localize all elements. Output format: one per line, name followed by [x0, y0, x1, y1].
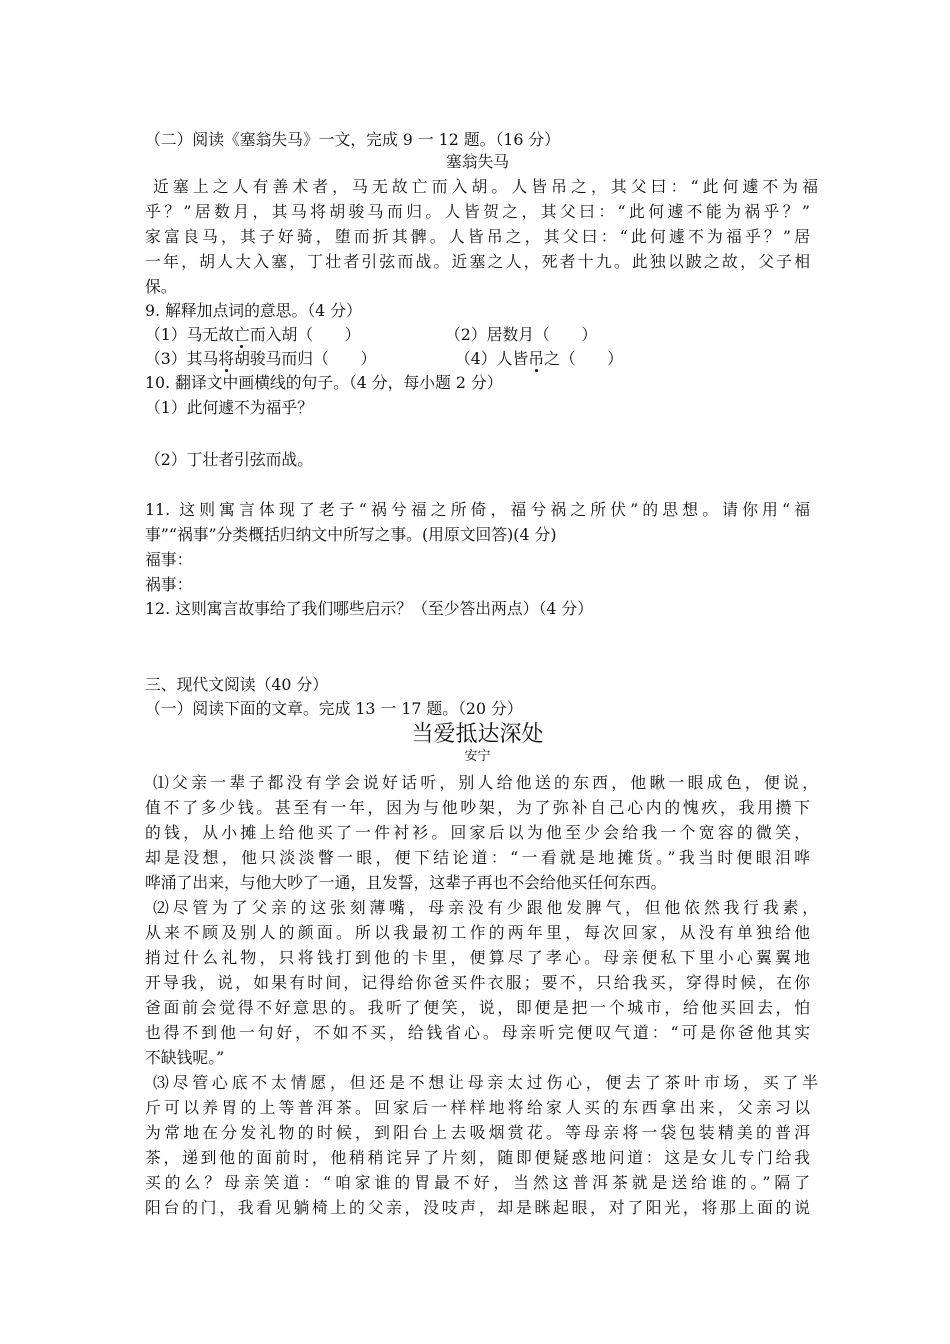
- q9-item-2: （2）居数月（ ）: [445, 325, 598, 344]
- q12: 12. 这则寓言故事给了我们哪些启示？（至少答出两点）（4 分）: [145, 599, 594, 618]
- q10-item-2: （2）丁壮者引弦而战。: [145, 450, 314, 469]
- passage1-line: 保。: [145, 277, 177, 296]
- q9-row-2: [145, 347, 810, 371]
- article-line: 的钱，从小摊上给他买了一件衬衫。回家后以为他至少会给我一个宽容的微笑，: [145, 823, 810, 842]
- article-line: 从来不顾及别人的颜面。所以我最初工作的两年里，每次回家，从没有单独给他: [145, 923, 810, 942]
- article-line: ⑵尽管为了父亲的这张刻薄嘴，母亲没有少跟他发脾气，但他依然我行我素，: [153, 898, 818, 917]
- q9-row-1: [145, 323, 810, 347]
- q11-huo: 祸事：: [145, 575, 193, 594]
- passage1-title: 塞翁失马: [445, 152, 510, 171]
- dotted-word: 将: [218, 349, 235, 368]
- q9-title: 9. 解释加点词的意思。（4 分）: [145, 301, 362, 320]
- article-line: 却是没想，他只淡淡瞥一眼，便下结论道：“一看就是地摊货。”我当时便眼泪哗: [145, 848, 810, 867]
- q11-line-2: 事”“祸事”分类概括归纳文中所写之事。(用原文回答)(4 分): [145, 525, 557, 544]
- q9-item-3-pre: （3）其马: [145, 349, 219, 368]
- article-line: 值不了多少钱。甚至有一年，因为与他吵架，为了弥补自己心内的愧疚，我用攒下: [145, 798, 810, 817]
- q10-title: 10. 翻译文中画横线的句子。（4 分，每小题 2 分）: [145, 373, 503, 392]
- article-line: 捎过什么礼物，只将钱打到他的卡里，便算尽了孝心。母亲便私下里小心翼翼地: [145, 948, 810, 967]
- q9-item-4-post: 之（ ）: [544, 349, 624, 368]
- part3-sub: （一）阅读下面的文章。完成 13 一 17 题。（20 分）: [145, 699, 523, 718]
- passage1-line: 乎？”居数月，其马将胡骏马而归。人皆贺之，其父曰：“此何遽不能为祸乎？”: [145, 202, 810, 221]
- part3-header: 三、现代文阅读（40 分）: [145, 675, 329, 694]
- q9-item-1-pre: （1）马无故: [145, 325, 235, 344]
- dotted-word: 亡: [234, 325, 250, 344]
- article-line: 茶，递到他的面前时，他稍稍诧异了片刻，随即便疑惑地问道：这是女儿专门给我: [145, 1148, 810, 1167]
- q9-item-1-post: 而入胡（ ）: [249, 325, 361, 344]
- article-line: 也得不到他一句好，不如不买，给钱省心。母亲听完便叹气道：“可是你爸他其实: [145, 1023, 810, 1042]
- article-line: ⑶尽管心底不太情愿，但还是不想让母亲太过伤心，便去了茶叶市场，买了半: [153, 1073, 818, 1092]
- dotted-word: 吊: [528, 349, 545, 368]
- q9-item-3-post: 胡骏马而归（ ）: [234, 349, 377, 368]
- article-line: 不缺钱呢。”: [145, 1048, 225, 1067]
- article-title: 当爱抵达深处: [411, 722, 544, 747]
- q11-fu: 福事：: [145, 550, 193, 569]
- passage1-line: 一年，胡人大入塞，丁壮者引弦而战。近塞之人，死者十九。此独以跛之故，父子相: [145, 252, 810, 271]
- article-line: 爸面前会觉得不好意思的。我听了便笑，说，即便是把一个城市，给他买回去，怕: [145, 998, 810, 1017]
- q9-item-4: [455, 347, 623, 371]
- section2-header: （二）阅读《塞翁失马》一文，完成 9 一 12 题。（16 分）: [145, 130, 560, 149]
- article-line: 为常地在分发礼物的时候，到阳台上去吸烟赏花。等母亲将一袋包装精美的普洱: [145, 1123, 810, 1142]
- passage1-line: 家富良马，其子好骑，堕而折其髀。人皆吊之，其父曰：“此何遽不为福乎？”居: [145, 227, 810, 246]
- article-line: 哗涌了出来，与他大吵了一通，且发誓，这辈子再也不会给他买任何东西。: [145, 873, 667, 892]
- article-line: 斤可以养胃的上等普洱茶。回家后一样样地将给家人买的东西拿出来，父亲习以: [145, 1098, 810, 1117]
- q9-item-4-pre: （4）人皆: [455, 349, 529, 368]
- q10-item-1: （1）此何遽不为福乎？: [145, 398, 314, 417]
- article-line: ⑴父亲一辈子都没有学会说好话听，别人给他送的东西，他瞅一眼成色，便说，: [153, 773, 818, 792]
- q11-line-1: 11. 这则寓言体现了老子“祸兮福之所倚，福兮祸之所伏”的思想。请你用“福: [145, 500, 810, 519]
- article-line: 阳台的门，我看见躺椅上的父亲，没吱声，却是眯起眼，对了阳光，将那上面的说: [145, 1198, 810, 1217]
- passage1-line: 近塞上之人有善术者，马无故亡而入胡。人皆吊之，其父曰：“此何遽不为福: [153, 177, 818, 196]
- article-line: 买的么？母亲笑道：“咱家谁的胃最不好，当然这普洱茶就是送给谁的。”隔了: [145, 1173, 810, 1192]
- article-author: 安宁: [464, 749, 491, 764]
- article-line: 开导我，说，如果有时间，记得给你爸买件衣服；要不，只给我买，穿得时候，在你: [145, 973, 810, 992]
